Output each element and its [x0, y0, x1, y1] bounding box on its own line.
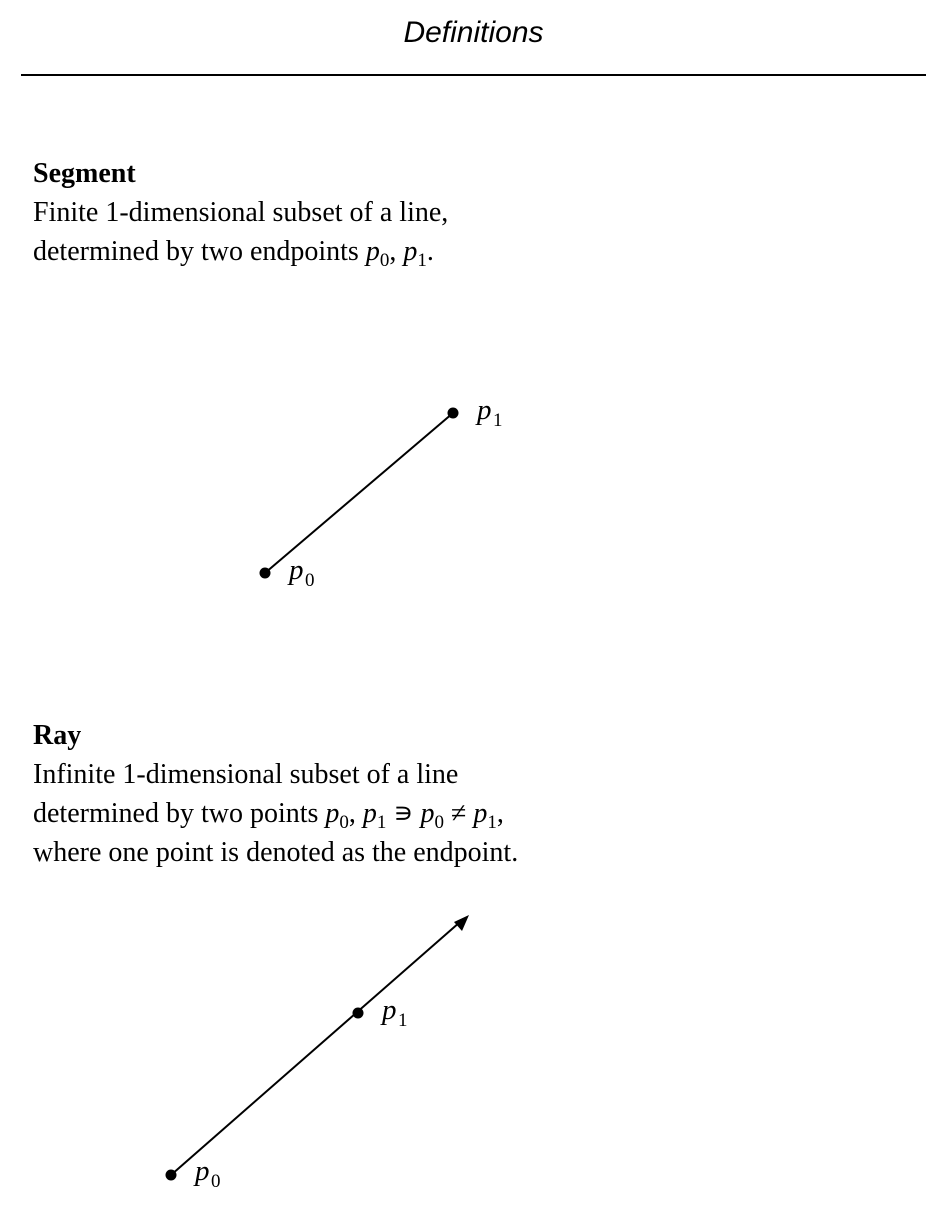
- ray-description-line-1: Infinite 1-dimensional subset of a line: [33, 759, 459, 790]
- ray-cond-p1-symbol: p: [473, 798, 488, 829]
- ray-endpoint-p0: [166, 1170, 177, 1181]
- segment-endpoint-p1: [448, 408, 459, 419]
- such-that-symbol: ∍: [393, 798, 414, 829]
- ray-comma: ,: [348, 798, 363, 829]
- ray-definition: [33, 716, 518, 872]
- ray-line-2-suffix: ,: [496, 798, 504, 829]
- segment-definition: [33, 154, 448, 271]
- segment-heading: Segment: [33, 158, 136, 189]
- ray-label-p0-subscript: 0: [211, 1171, 221, 1192]
- ray-label-p0: p: [195, 1155, 210, 1187]
- segment-line-2-prefix: determined by two endpoints: [33, 236, 366, 267]
- segment-label-p0: p: [289, 554, 304, 586]
- ray-p1-subscript: 1: [376, 812, 387, 833]
- page-title: Definitions: [403, 16, 544, 49]
- ray-arrowhead-icon: [454, 915, 469, 931]
- segment-label-p1: p: [477, 394, 492, 426]
- ray-p0-subscript: 0: [339, 812, 349, 833]
- segment-p0-subscript: 0: [379, 250, 390, 271]
- ray-cond-p1-subscript: 1: [487, 812, 497, 833]
- segment-p0-symbol: p: [365, 236, 380, 267]
- segment-p1-symbol: p: [403, 236, 418, 267]
- ray-p0-symbol: p: [325, 798, 340, 829]
- ray-cond-p0-symbol: p: [420, 798, 435, 829]
- segment-figure: [0, 380, 947, 610]
- ray-p1-symbol: p: [362, 798, 377, 829]
- segment-endpoint-p0: [260, 568, 271, 579]
- ray-figure: [0, 900, 947, 1200]
- segment-description-line-2: [33, 232, 448, 271]
- ray-description-line-2: [33, 794, 518, 833]
- segment-description-line-1: Finite 1-dimensional subset of a line,: [33, 197, 449, 228]
- segment-line-2-suffix: .: [426, 236, 434, 267]
- ray-description-line-3: where one point is denoted as the endpoint.: [33, 837, 519, 868]
- segment-label-p0-subscript: 0: [305, 570, 315, 591]
- ray-line: [171, 922, 460, 1175]
- ray-heading: Ray: [33, 720, 82, 751]
- segment-line: [265, 413, 453, 573]
- segment-comma: ,: [389, 236, 404, 267]
- ray-label-p1-subscript: 1: [398, 1010, 408, 1031]
- segment-label-p1-subscript: 1: [493, 410, 503, 431]
- ray-label-p1: p: [382, 994, 397, 1026]
- ray-line-2-prefix: determined by two points: [33, 798, 326, 829]
- header-divider: [21, 74, 926, 76]
- ray-cond-p0-subscript: 0: [434, 812, 445, 833]
- not-equal-symbol: ≠: [451, 798, 467, 829]
- ray-point-p1: [353, 1008, 364, 1019]
- segment-p1-subscript: 1: [417, 250, 427, 271]
